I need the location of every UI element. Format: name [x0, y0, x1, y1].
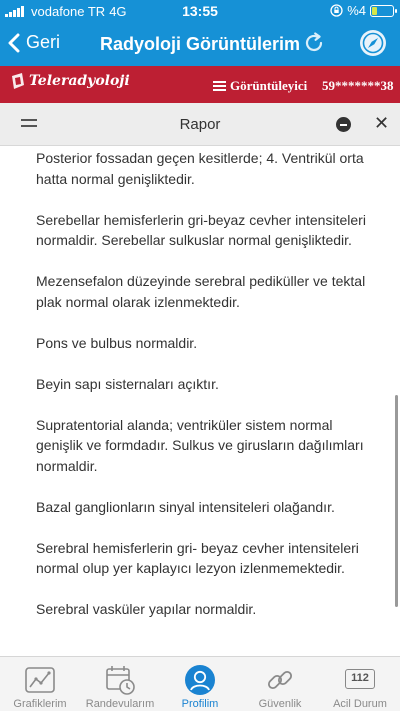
report-panel-header	[0, 103, 400, 146]
chart-icon	[24, 664, 56, 696]
report-paragraph: Serebral vasküler yapılar normaldir.	[36, 601, 257, 617]
back-button[interactable]	[8, 32, 60, 53]
battery-percent: %4	[347, 3, 366, 18]
viewer-button[interactable]	[213, 78, 307, 94]
page-title: Radyoloji Görüntülerim	[99, 34, 300, 54]
report-paragraph: Serebellar hemisferlerin gri-beyaz cevher intensiteleri normaldir. Serebellar sulkuslar normal genişliktedir.	[36, 211, 366, 248]
report-paragraph: Bazal ganglionların sinyal intensiteleri olağandır.	[36, 498, 335, 515]
carrier-name: vodafone TR	[31, 4, 106, 19]
minimize-button[interactable]	[336, 117, 351, 132]
report-paragraph: Pons ve bulbus normaldir.	[36, 334, 198, 351]
navigation-bar	[0, 24, 400, 66]
tab-acil-durum[interactable]: 112 Acil Durum	[320, 657, 400, 711]
refresh-icon[interactable]	[301, 30, 327, 56]
network-type: 4G	[109, 4, 127, 19]
user-icon	[184, 664, 216, 696]
close-icon[interactable]: ✕	[374, 113, 390, 133]
logo-icon	[10, 72, 26, 90]
tab-profilim[interactable]: Profilim	[160, 657, 240, 711]
chevron-left-icon	[8, 33, 20, 53]
emergency-112-icon: 112	[345, 669, 375, 689]
status-bar	[0, 0, 400, 22]
report-paragraph: Mezensefalon düzeyinde serebral pediküller ve tektal plak normal olarak izlenmektedir.	[36, 273, 366, 310]
screen-lock-icon	[330, 4, 343, 17]
scrollbar[interactable]	[395, 395, 398, 607]
tab-bar	[0, 656, 400, 711]
top-header	[0, 0, 400, 66]
tab-guvenlik[interactable]: Güvenlik	[240, 657, 320, 711]
link-icon	[264, 664, 296, 696]
report-paragraph: Posterior fossadan geçen kesitlerde; 4. Ventrikül orta hatta normal genişliktedir.	[36, 150, 364, 187]
viewer-label: Görüntüleyici	[230, 78, 308, 93]
patient-id: 59*******38	[322, 78, 394, 93]
back-label: Geri	[26, 32, 61, 52]
teleradyoloji-logo: Teleradyoloji	[10, 72, 130, 90]
brand-bar	[0, 66, 400, 103]
calendar-icon	[104, 664, 136, 696]
report-paragraph: Beyin sapı sisternaları açıktır.	[36, 375, 219, 392]
report-paragraph: Supratentorial alanda; ventriküler sistem normal genişlik ve formdadır. Sulkus ve girusların dağılımları normaldir.	[36, 416, 364, 474]
list-icon	[213, 81, 226, 91]
report-paragraph: Serebral hemisferlerin gri- beyaz cevher intensiteleri normal olup yer kaplayıcı lezyon izlenmemektedir.	[36, 539, 359, 576]
tab-randevularim[interactable]: Randevularım	[80, 657, 160, 711]
tab-grafiklerim[interactable]: Grafiklerim	[0, 657, 80, 711]
panel-title: Rapor	[179, 116, 221, 133]
battery-icon	[370, 5, 394, 17]
clock: 13:55	[182, 3, 218, 19]
menu-icon[interactable]	[21, 119, 37, 127]
report-content[interactable]	[0, 146, 400, 656]
compass-icon[interactable]	[359, 29, 387, 57]
